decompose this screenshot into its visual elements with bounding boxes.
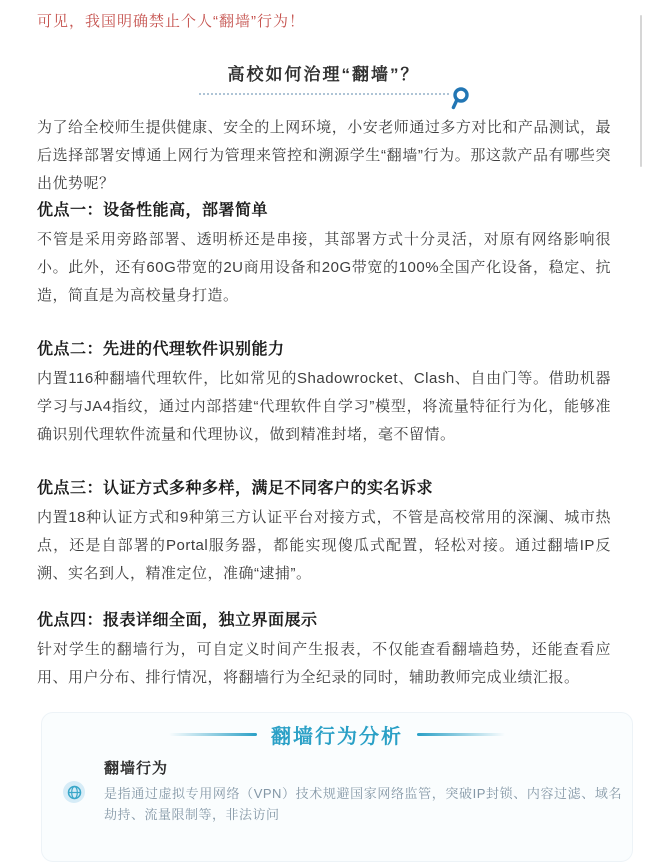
analysis-card-title: 翻墙行为分析 (271, 726, 403, 748)
analysis-card (41, 712, 633, 862)
term-heading: 翻墙行为 (104, 760, 169, 777)
ban-statement: 可见，我国明确禁止个人“翻墙”行为！ (37, 13, 305, 30)
advantage-3-heading: 优点三：认证方式多种多样，满足不同客户的实名诉求 (37, 480, 434, 497)
advantage-4-heading: 优点四：报表详细全面，独立界面展示 (37, 612, 318, 629)
section-title: 高校如何治理“翻墙”？ (227, 65, 420, 84)
scrollbar-thumb[interactable] (640, 15, 642, 167)
analysis-card-title-row (42, 720, 632, 749)
advantage-4-body: 针对学生的翻墙行为，可自定义时间产生报表，不仅能查看翻墙趋势，还能查看应用、用户分布、排行情况，将翻墙行为全纪录的同时，辅助教师完成业绩汇报。 (37, 641, 611, 686)
title-deco-line-left (169, 733, 257, 736)
magnifier-icon (447, 86, 471, 112)
section-title-block (189, 64, 459, 95)
title-deco-line-right (417, 733, 505, 736)
advantage-1-body: 不管是采用旁路部署、透明桥还是串接，其部署方式十分灵活，对原有网络影响很小。此外，还有60G带宽的2U商用设备和20G带宽的100%全国产化设备，稳定、抗造，简直是为高校量身打造。 (37, 231, 611, 304)
advantage-2-heading: 优点二：先进的代理软件识别能力 (37, 341, 285, 358)
dotted-rule (199, 93, 449, 95)
term-definition: 是指通过虚拟专用网络（VPN）技术规避国家网络监管，突破IP封锁、内容过滤、域名劫持、流量限制等，非法访问 (104, 786, 622, 822)
intro-paragraph: 为了给全校师生提供健康、安全的上网环境，小安老师通过多方对比和产品测试，最后选择部署安博通上网行为管理来管控和溯源学生“翻墙”行为。那这款产品有哪些突出优势呢？ (37, 119, 611, 192)
advantage-2-body: 内置116种翻墙代理软件，比如常见的Shadowrocket、Clash、自由门等。借助机器学习与JA4指纹，通过内部搭建“代理软件自学习”模型，将流量特征行为化，能够准确识别代理软件流量和代理协议，做到精准封堵，毫不留情。 (37, 370, 611, 443)
advantage-1-heading: 优点一：设备性能高，部署简单 (37, 202, 269, 219)
advantage-3-body: 内置18种认证方式和9种第三方认证平台对接方式，不管是高校常用的深澜、城市热点，还是自部署的Portal服务器，都能实现傻瓜式配置，轻松对接。通过翻墙IP反溯、实名到人，精准定位，准确“逮捕”。 (37, 509, 611, 582)
